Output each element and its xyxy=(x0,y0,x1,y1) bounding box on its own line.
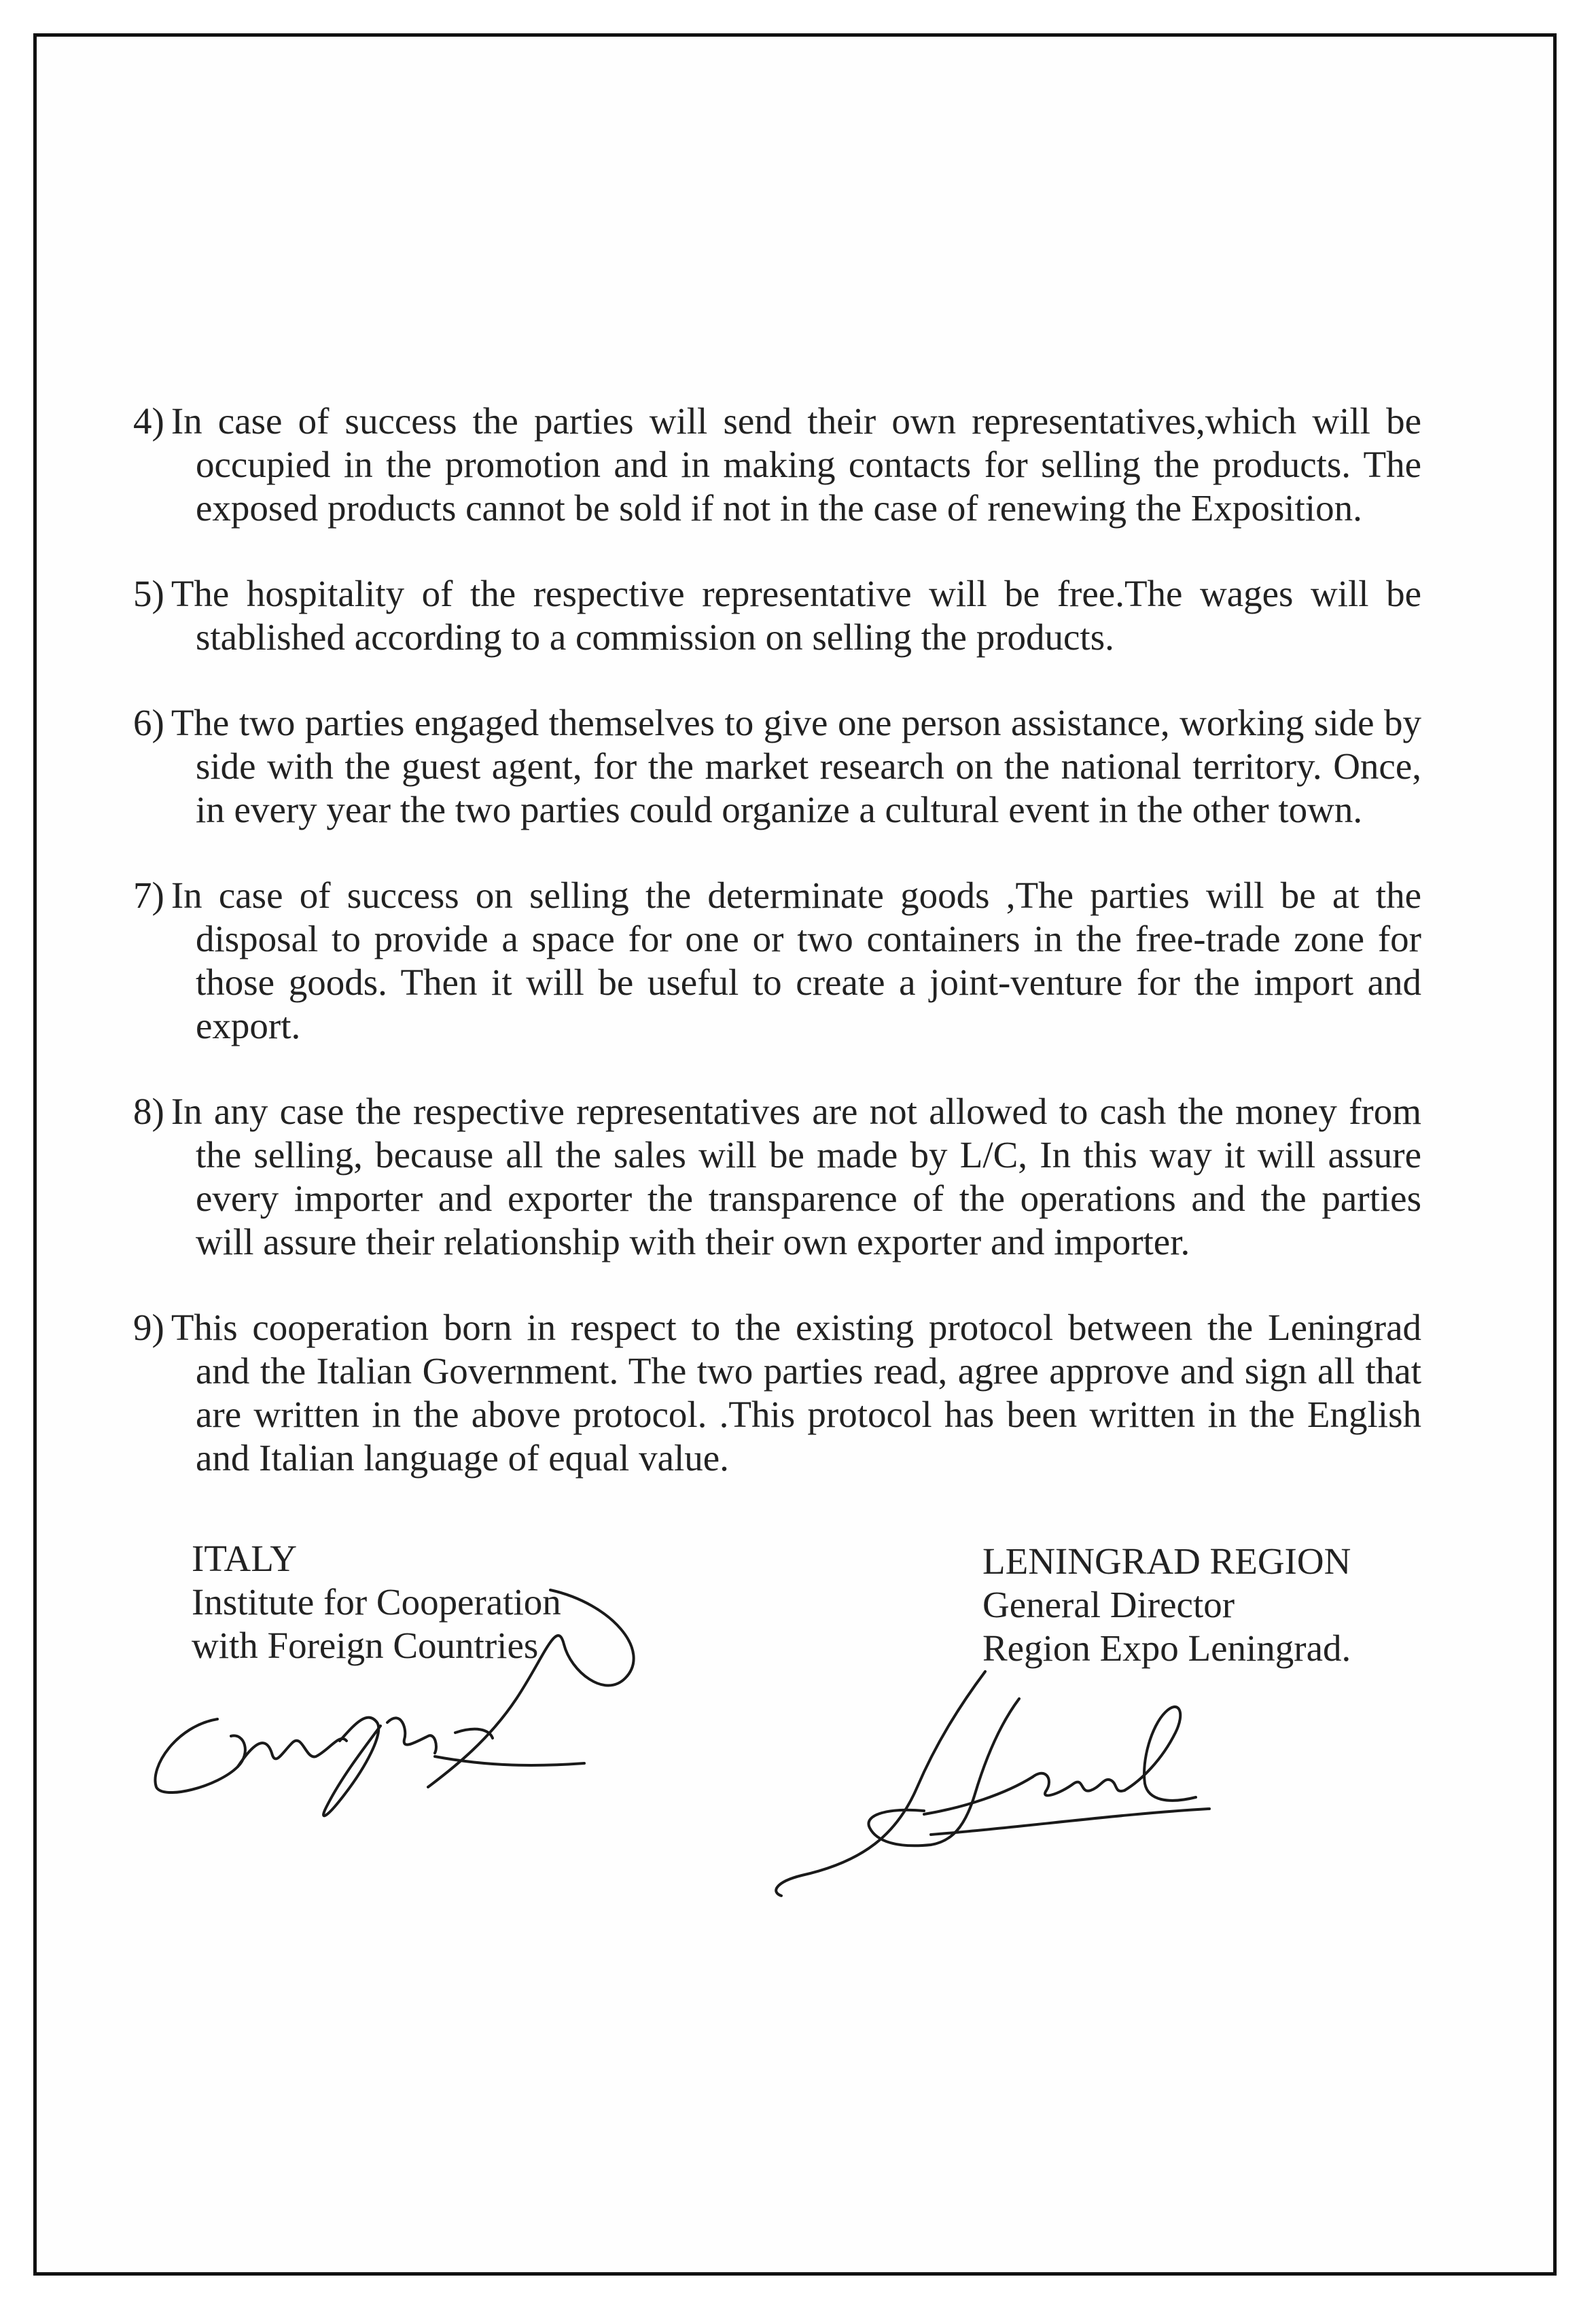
clause-text: In case of success on selling the determinate goods ,The parties will be at the disposal to provide a space for one or two containers in the free-trade zone for those goods. Then it will be useful to create a joint-venture for the import and export. xyxy=(171,874,1421,1046)
signatory-leningrad xyxy=(982,1540,1351,1670)
signatory-organization-cont: with Foreign Countries xyxy=(192,1625,539,1666)
signatory-country: ITALY xyxy=(192,1538,298,1579)
clause-9 xyxy=(133,1306,1421,1480)
clause-6 xyxy=(133,701,1421,832)
signatory-organization: Region Expo Leningrad. xyxy=(982,1627,1351,1669)
signature-left-image xyxy=(136,1563,652,1848)
clause-7 xyxy=(133,874,1421,1048)
signatory-region: LENINGRAD REGION xyxy=(982,1540,1351,1582)
clause-number: 5) xyxy=(133,573,164,614)
clause-number: 9) xyxy=(133,1307,164,1348)
clause-text: In any case the respective representatives are not allowed to cash the money from the selling, because all the sales will be made by L/C, In this way it will assure every importer and exporter the transparence of the operations and the parties will assure their relationship with their own exporter and importer. xyxy=(171,1091,1421,1262)
clause-number: 6) xyxy=(133,702,164,743)
clause-number: 4) xyxy=(133,400,164,442)
clause-number: 7) xyxy=(133,874,164,916)
signatory-organization: Institute for Cooperation xyxy=(192,1581,561,1623)
document-body xyxy=(133,400,1421,1522)
clause-number: 8) xyxy=(133,1091,164,1132)
clause-text: This cooperation born in respect to the existing protocol between the Leningrad and the Italian Government. The two parties read, agree approve and sign all that are written in the above protocol. .This protocol has been written in the English and Italian language of equal value. xyxy=(171,1307,1421,1479)
clause-text: In case of success the parties will send their own representatives,which will be occupied in the promotion and in making contacts for selling the products. The exposed products cannot be sold if not in the case of renewing the Exposition. xyxy=(171,400,1421,529)
clause-text: The hospitality of the respective representative will be free.The wages will be stablished according to a commission on selling the products. xyxy=(171,573,1421,658)
clause-5 xyxy=(133,572,1421,659)
clause-8 xyxy=(133,1090,1421,1264)
signature-right-image xyxy=(761,1658,1223,1903)
clause-text: The two parties engaged themselves to give one person assistance, working side by side with the guest agent, for the market research on the national territory. Once, in every year the two parties could organize a cultural event in the other town. xyxy=(171,702,1421,830)
clause-4 xyxy=(133,400,1421,530)
signatory-title: General Director xyxy=(982,1584,1235,1625)
